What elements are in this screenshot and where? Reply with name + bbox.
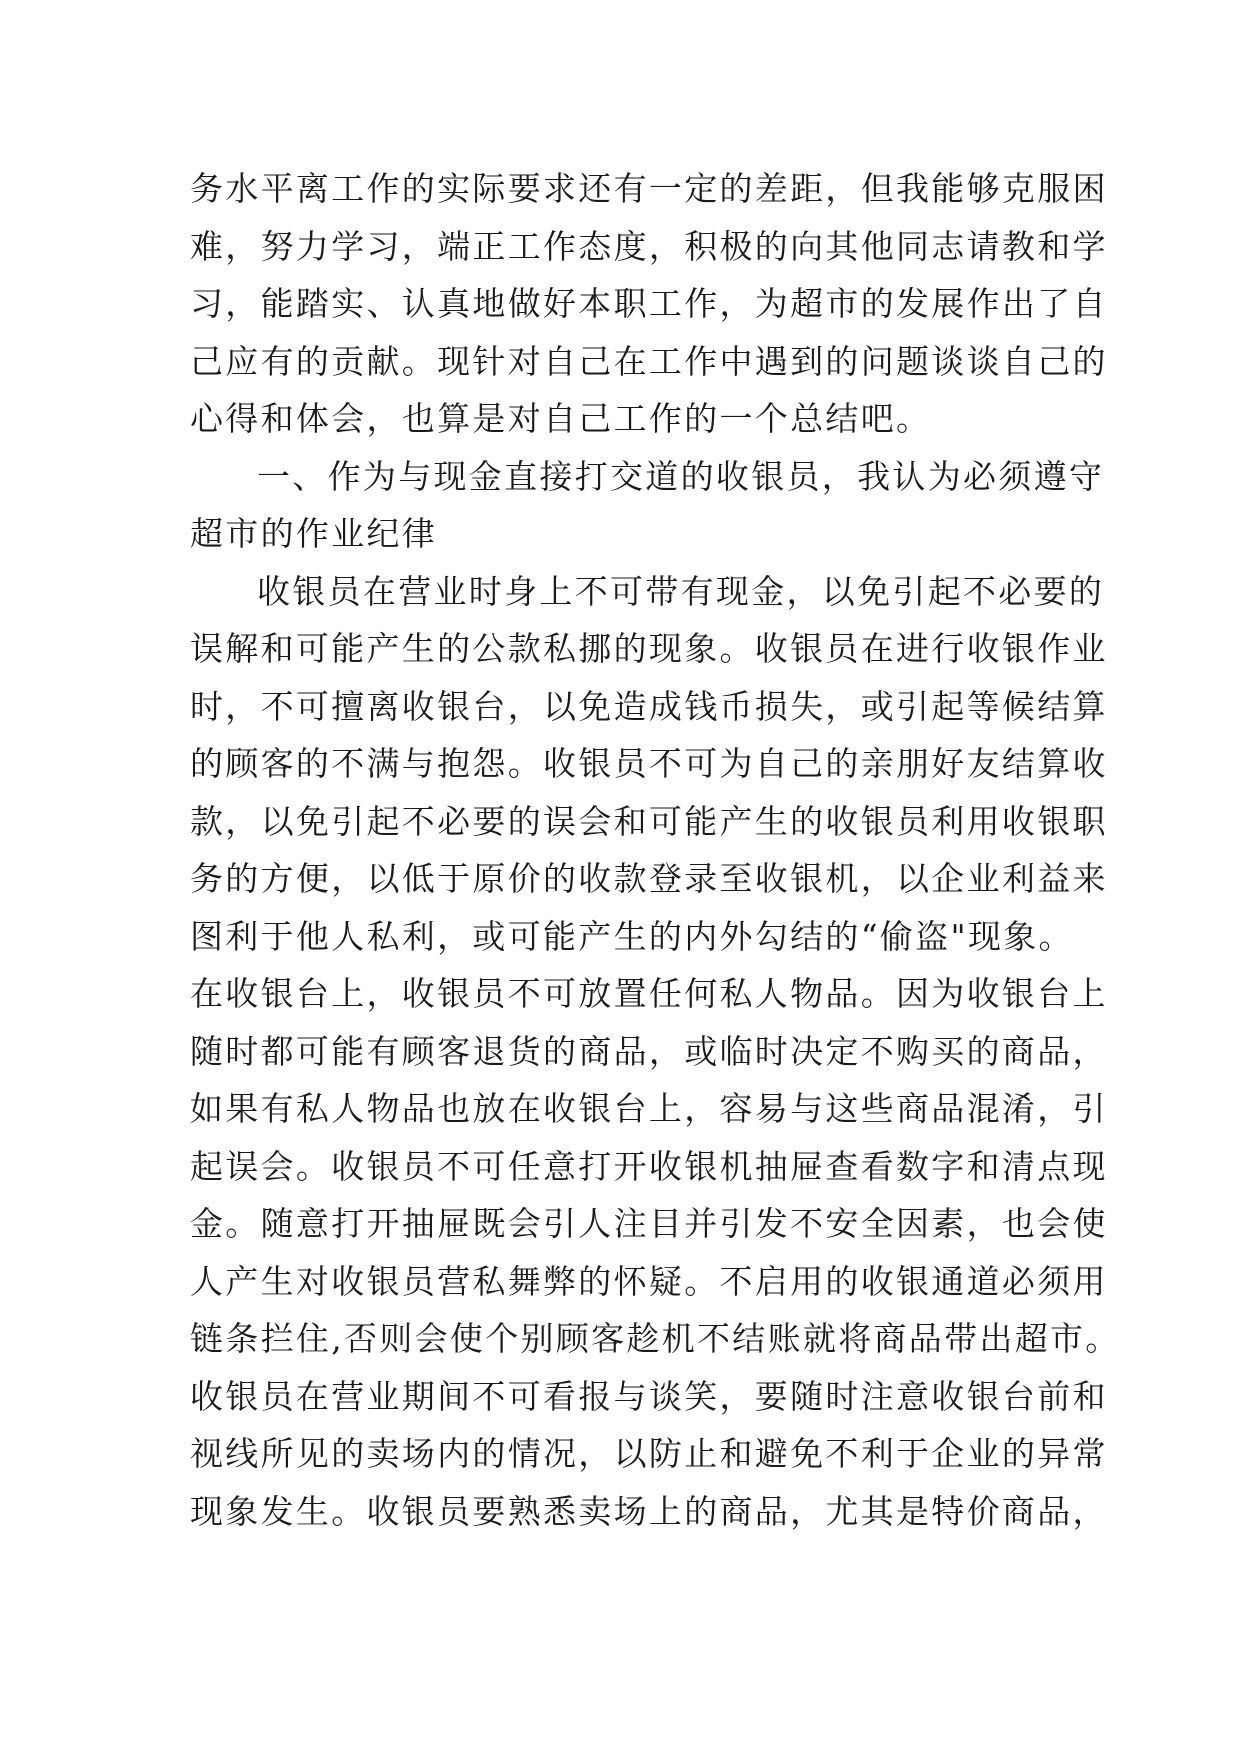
text-line: 的顾客的不满与抱怨。收银员不可为自己的亲朋好友结算收 (190, 744, 1108, 783)
text-line: 在收银台上，收银员不可放置任何私人物品。因为收银台上 (190, 974, 1108, 1013)
text-line: 一、作为与现金直接打交道的收银员，我认为必须遵守 (257, 456, 1105, 496)
text-line: 链条拦住,否则会使个别顾客趁机不结账就将商品带出超市。 (190, 1319, 1121, 1358)
text-line: 己应有的贡献。现针对自己在工作中遇到的问题谈谈自己的 (190, 341, 1108, 381)
text-line: 务的方便，以低于原价的收款登录至收银机，以企业利益来 (190, 859, 1108, 898)
text-line: 收银员在营业期间不可看报与谈笑，要随时注意收银台前和 (190, 1376, 1108, 1416)
text-line: 视线所见的卖场内的情况，以防止和避免不利于企业的异常 (190, 1434, 1108, 1473)
text-line: 时，不可擅离收银台，以免造成钱币损失，或引起等候结算 (190, 686, 1108, 726)
text-line: 图利于他人私利，或可能产生的内外勾结的“偷盗"现象。 (190, 916, 1074, 956)
text-line: 款，以免引起不必要的误会和可能产生的收银员利用收银职 (190, 801, 1108, 841)
text-line: 超市的作业纪律 (190, 514, 438, 553)
text-line: 随时都可能有顾客退货的商品，或临时决定不购买的商品， (190, 1031, 1108, 1071)
text-line: 习，能踏实、认真地做好本职工作，为超市的发展作出了自 (190, 284, 1108, 323)
text-line: 现象发生。收银员要熟悉卖场上的商品，尤其是特价商品， (190, 1491, 1108, 1531)
text-line: 难，努力学习，端正工作态度，积极的向其他同志请教和学 (190, 226, 1108, 266)
document-body (190, 160, 1121, 1540)
text-line: 起误会。收银员不可任意打开收银机抽屉查看数字和清点现 (190, 1146, 1108, 1186)
text-line: 如果有私人物品也放在收银台上，容易与这些商品混淆，引 (190, 1089, 1108, 1128)
text-line: 金。随意打开抽屉既会引人注目并引发不安全因素，也会使 (190, 1204, 1108, 1243)
text-line: 人产生对收银员营私舞弊的怀疑。不启用的收银通道必须用 (190, 1261, 1108, 1301)
text-line: 心得和体会，也算是对自己工作的一个总结吧。 (190, 399, 932, 438)
text-line: 误解和可能产生的公款私挪的现象。收银员在进行收银作业 (190, 629, 1108, 668)
text-line: 收银员在营业时身上不可带有现金，以免引起不必要的 (257, 571, 1105, 611)
text-line: 务水平离工作的实际要求还有一定的差距，但我能够克服困 (190, 169, 1108, 208)
